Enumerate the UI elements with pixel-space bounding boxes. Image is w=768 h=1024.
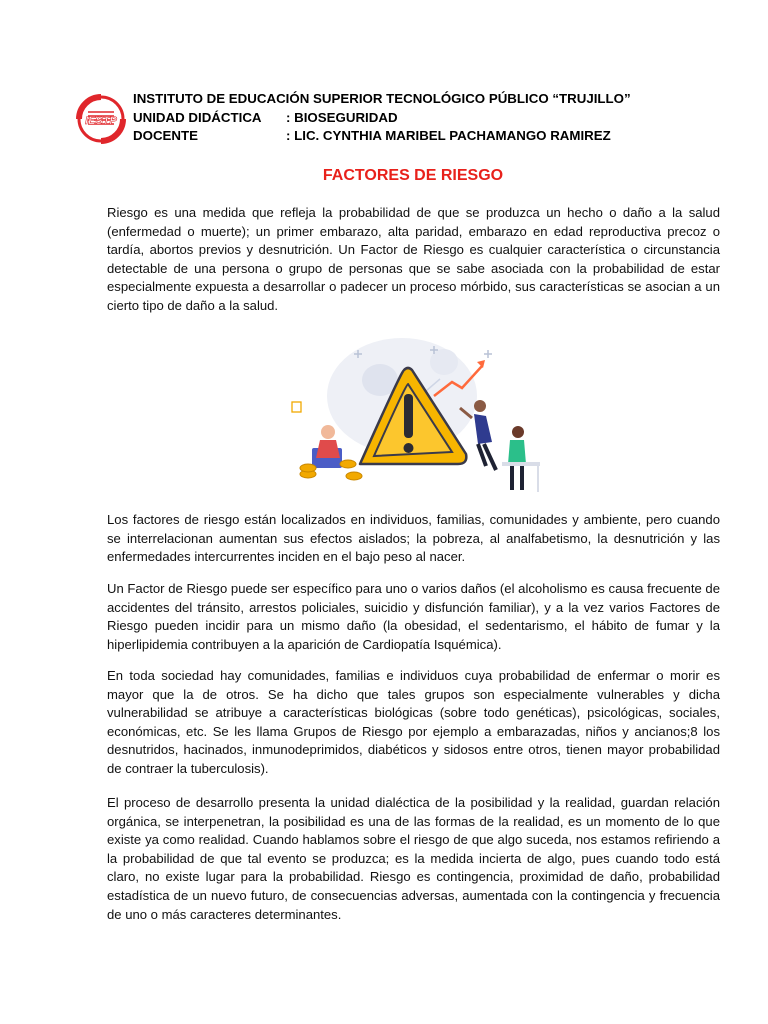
- teacher-value: : LIC. CYNTHIA MARIBEL PACHAMANGO RAMIREZ: [286, 128, 611, 143]
- institute-logo: [76, 94, 126, 144]
- teacher-label: DOCENTE: [133, 128, 199, 143]
- document-title: FACTORES DE RIESGO: [322, 167, 504, 184]
- paragraph-risk-definition: Riesgo es una medida que refleja la probabilidad de que se produzca un hecho o daño a la salud (enfermedad o muerte); un primer embarazo, alta paridad, embarazo en edad reproductiva precoz o tardía, abortos previos y desnutrición. Un Factor de Riesgo es cualquier característica o circunstancia detectable de una persona o grupo de personas que se sabe asociada con la probabilidad de estar especialmente expuesta a desarrollar o padecer un proceso mórbido, sus características se asocian a un cierto tipo de daño a la salud.: [107, 205, 720, 313]
- document-header: [76, 90, 716, 150]
- paragraph-risk-groups: En toda sociedad hay comunidades, familias e individuos cuya probabilidad de enfermar o morir es mayor que la de otros. Se ha dicho que tales grupos son especialmente vulnerables y dicha vulnerabilidad se atribuye a características biológicas (sobre todo genéticas), psicológicas, sociales, económicas, etc. Se les llama Grupos de Riesgo por ejemplo a embarazadas, niños y ancianos;8 los desnutridos, hacinados, inmunodeprimidos, diabéticos y sidosos entre otros, tienen mayor probabilidad de contraer la tuberculosis).: [107, 668, 720, 776]
- institution-name: INSTITUTO DE EDUCACIÓN SUPERIOR TECNOLÓGICO PÚBLICO “TRUJILLO”: [133, 91, 631, 106]
- paragraph-development-process: El proceso de desarrollo presenta la unidad dialéctica de la posibilidad y la realidad, guardan relación orgánica, se interpenetran, la posibilidad es una de las formas de la realidad, es un momento de lo que existe ya como realidad. Cuando hablamos sobre el riesgo de que algo suceda, nos estamos refiriendo a la probabilidad de que tal evento se produzca; es la medida incierta de algo, pues cuando todo está claro, no existe lugar para la probabilidad. Riesgo es contingencia, proximidad de daño, probabilidad estadística de un nuevo futuro, de consecuencias adversas, aumentada con la contingencia y frecuencia de uno o más caracteres determinantes.: [107, 795, 720, 922]
- unit-value: : BIOSEGURIDAD: [286, 109, 398, 125]
- paragraph-risk-location: Los factores de riesgo están localizados en individuos, familias, comunidades y ambiente, pero cuando se interrelacionan aumentan sus efectos aislados; la pobreza, al analfabetismo, la desnutrición y las enfermedades intercurrentes inciden en el bajo peso al nacer.: [107, 512, 720, 565]
- paragraph-specific-factors: Un Factor de Riesgo puede ser específico para uno o varios daños (el alcoholismo es causa frecuente de accidentes del tránsito, arrestos policiales, suicidio y disfunción familiar), y a la vez varios Factores de Riesgo pueden incidir para un mismo daño (la obesidad, el sedentarismo, el hábito de fumar y la hiperlipidemia contribuyen a la aparición de Cardiopatía Isquémica).: [107, 581, 720, 652]
- unit-label: UNIDAD DIDÁCTICA: [133, 109, 262, 125]
- logo-lettering: IESTP: [85, 115, 117, 127]
- warning-sign-illustration: [284, 336, 552, 494]
